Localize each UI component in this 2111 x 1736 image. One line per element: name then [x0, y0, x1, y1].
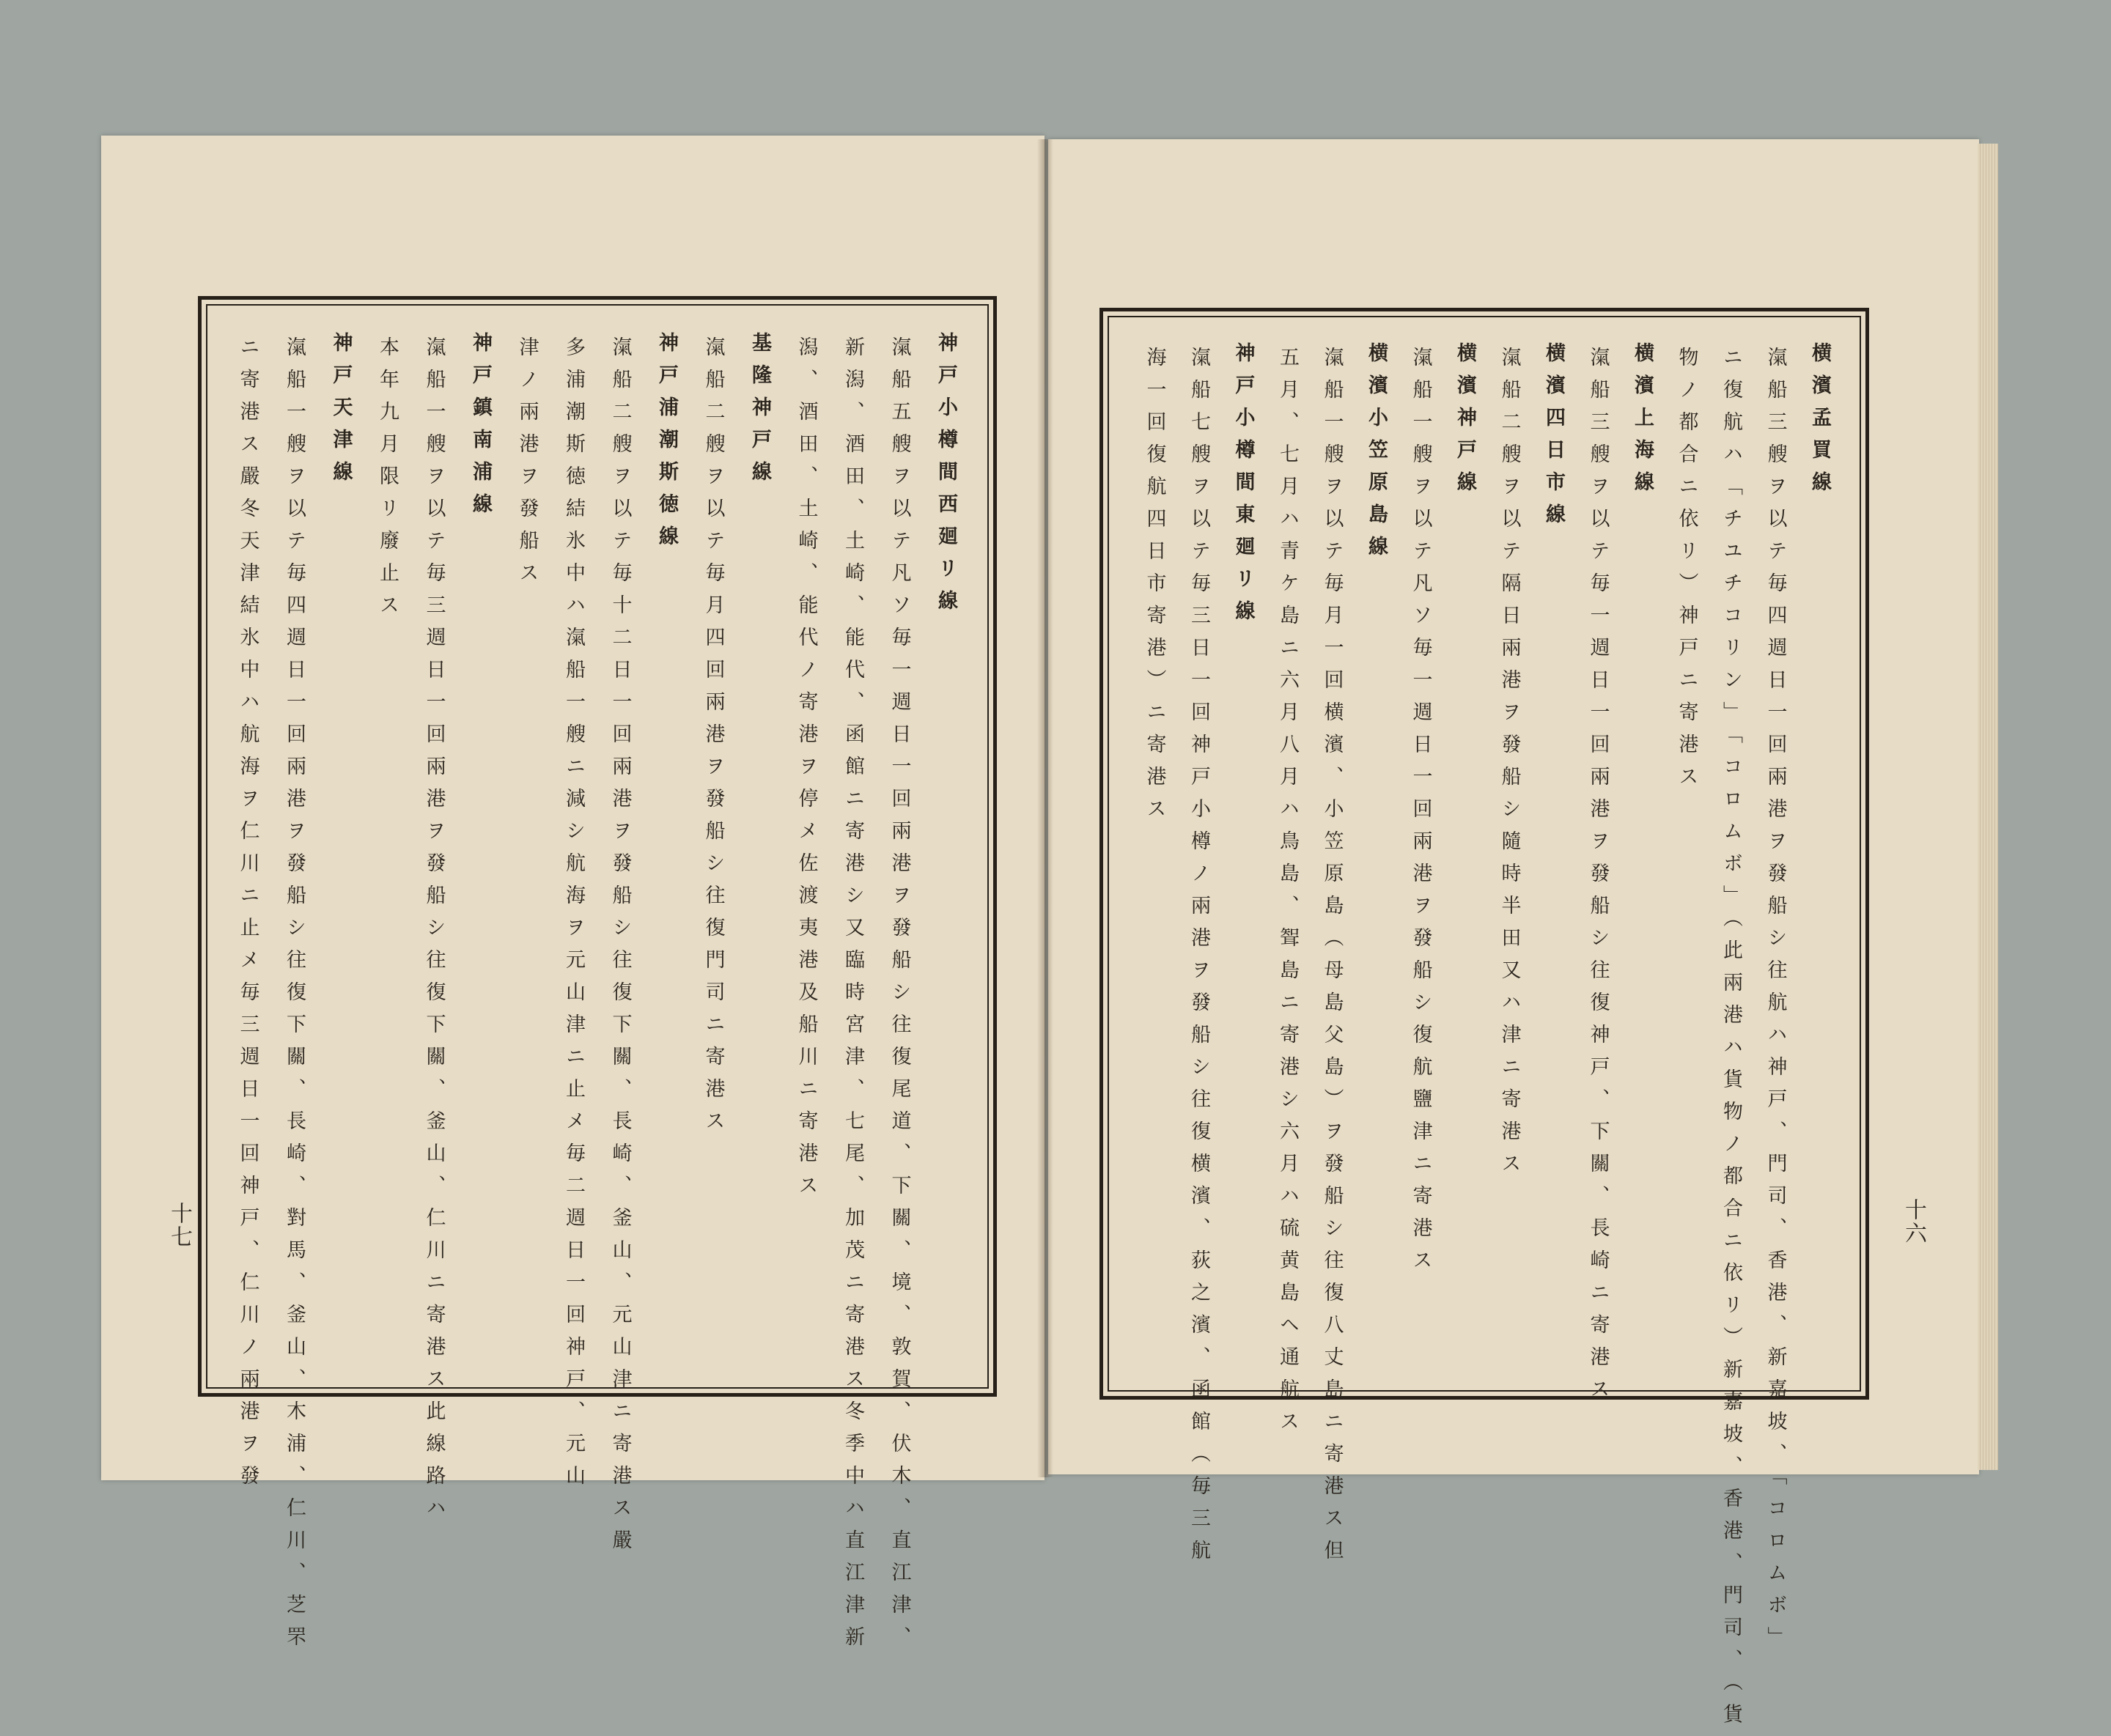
route-heading: 横濱四日市線 [1542, 342, 1565, 536]
route-text-line: 滊船一艘ヲ以テ毎月一回横濱、小笠原島（母島父島）ヲ發船シ往復八丈島ニ寄港ス但 [1320, 347, 1344, 1572]
route-heading: 神戸天津線 [329, 332, 353, 493]
route-text-line: 滊船三艘ヲ以テ毎一週日一回兩港ヲ發船シ往復神戸、下關、長崎ニ寄港ス [1586, 347, 1610, 1411]
route-heading: 横濱孟買線 [1808, 342, 1831, 503]
route-text-line: ニ寄港ス嚴冬天津結氷中ハ航海ヲ仁川ニ止メ毎三週日一回神戸、仁川ノ兩港ヲ發 [236, 336, 259, 1497]
left-page-number: 十七 [166, 1202, 192, 1249]
page-edges [1978, 144, 1998, 1470]
right-page-number: 十六 [1901, 1198, 1926, 1245]
route-text-line: 物ノ都合ニ依リ）神戸ニ寄港ス [1675, 347, 1698, 798]
left-text-frame [198, 296, 997, 1658]
route-text-line: 滊船七艘ヲ以テ毎三日一回神戸小樽ノ兩港ヲ發船シ往復横濱、荻之濱、函館（毎三航 [1187, 347, 1210, 1572]
route-heading: 横濱上海線 [1631, 342, 1654, 503]
route-text-line: 滊船一艘ヲ以テ毎四週日一回兩港ヲ發船シ往復下關、長崎、對馬、釜山、木浦、仁川、芝罘 [283, 336, 306, 1658]
route-text-line: 多浦潮斯徳結氷中ハ滊船一艘ニ減シ航海ヲ元山津ニ止メ毎二週日一回神戸、元山 [562, 336, 585, 1497]
route-text-line: ニ復航ハ「チユチコリン」「コロムボ」（此兩港ハ貨物ノ都合ニ依リ）新嘉坡、香港、門司、（貨 [1720, 347, 1742, 1736]
route-text-line: 滊船五艘ヲ以テ凡ソ毎一週日一回兩港ヲ發船シ往復尾道、下關、境、敦賀、伏木、直江津、 [888, 336, 911, 1658]
route-text-line: 滊船二艘ヲ以テ毎月四回兩港ヲ發船シ往復門司ニ寄港ス [701, 336, 725, 1142]
book-gutter [1037, 139, 1053, 1477]
route-heading: 基隆神戸線 [748, 332, 771, 493]
route-text-line: 滊船一艘ヲ以テ凡ソ毎一週日一回兩港ヲ發船シ復航鹽津ニ寄港ス [1409, 347, 1432, 1282]
route-text-line: 海一回復航四日市寄港）ニ寄港ス [1143, 347, 1166, 830]
route-heading: 神戸小樽間西廻リ線 [935, 332, 957, 622]
route-heading: 横濱神戸線 [1454, 342, 1476, 503]
route-heading: 神戸鎮南浦線 [469, 332, 492, 525]
route-text-line: 本年九月限リ廢止ス [376, 336, 399, 627]
route-text-line: 滊船一艘ヲ以テ毎三週日一回兩港ヲ發船シ往復下關、釜山、仁川ニ寄港ス此線路ハ [422, 336, 446, 1529]
route-text-line: 新潟、酒田、土崎、能代、函館ニ寄港シ又臨時宮津、七尾、加茂ニ寄港ス冬季中ハ直江津新 [841, 336, 864, 1658]
route-heading: 神戸浦潮斯徳線 [655, 332, 678, 558]
route-text-line: 潟、酒田、土崎、能代ノ寄港ヲ停メ佐渡夷港及船川ニ寄港ス [795, 336, 818, 1207]
route-heading: 横濱小笠原島線 [1365, 342, 1388, 568]
route-text-line: 五月、七月ハ青ケ島ニ六月八月ハ鳥島、聟島ニ寄港シ六月ハ硫黄島ヘ通航ス [1276, 347, 1299, 1443]
route-text-line: 滊船二艘ヲ以テ隔日兩港ヲ發船シ隨時半田又ハ津ニ寄港ス [1497, 347, 1521, 1185]
right-text-frame [1099, 308, 1869, 1736]
route-text-line: 津ノ兩港ヲ發船ス [515, 336, 539, 594]
route-heading: 神戸小樽間東廻リ線 [1231, 342, 1255, 632]
route-text-line: 滊船三艘ヲ以テ毎四週日一回兩港ヲ發船シ往航ハ神戸、門司、香港、新嘉坡、「コロムボ」 [1764, 347, 1787, 1659]
route-text-line: 滊船二艘ヲ以テ毎十二日一回兩港ヲ發船シ往復下關、長崎、釜山、元山津ニ寄港ス嚴 [608, 336, 632, 1562]
